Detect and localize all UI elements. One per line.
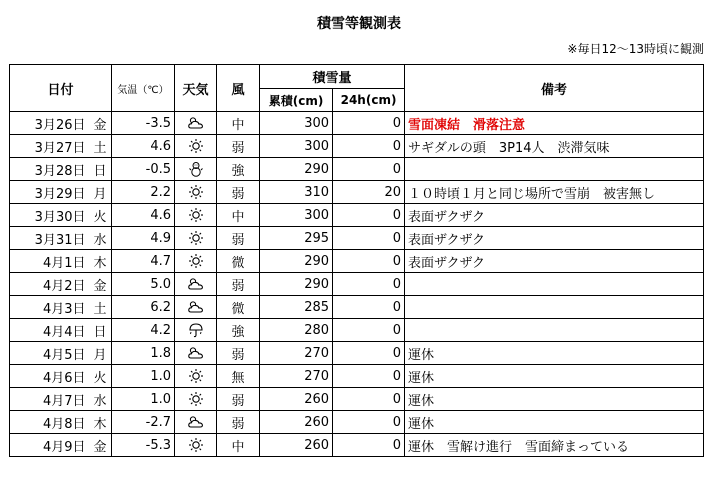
weekday-cell: 土: [88, 135, 112, 158]
date-cell: 4月8日: [10, 411, 88, 434]
table-row: [10, 250, 704, 273]
wind-cell: 中: [217, 112, 260, 135]
snow-24h-cell: 0: [333, 158, 405, 181]
temperature-cell: 4.9: [112, 227, 175, 250]
weekday-cell: 日: [88, 158, 112, 181]
remark-cell: １０時頃１月と同じ場所で雪崩 被害無し: [405, 181, 704, 204]
table-row: [10, 158, 704, 181]
remark-cell: 表面ザクザク: [405, 250, 704, 273]
date-cell: 3月26日: [10, 112, 88, 135]
weather-cell: [175, 273, 217, 296]
temperature-cell: 5.0: [112, 273, 175, 296]
remark-cell: [405, 319, 704, 342]
page-title: 積雪等観測表: [317, 16, 401, 32]
date-cell: 4月3日: [10, 296, 88, 319]
wind-cell: 強: [217, 319, 260, 342]
snow-total-cell: 300: [260, 204, 333, 227]
wind-cell: 無: [217, 365, 260, 388]
weekday-cell: 金: [88, 434, 112, 457]
weather-cell: [175, 135, 217, 158]
weather-cell: [175, 411, 217, 434]
wind-cell: 弱: [217, 411, 260, 434]
table-row: [10, 112, 704, 135]
weather-cell: [175, 227, 217, 250]
observation-note: ※毎日12～13時頃に観測: [567, 42, 704, 56]
snow-24h-cell: 0: [333, 434, 405, 457]
weather-cell: [175, 342, 217, 365]
header-snow: 積雪量: [260, 65, 405, 89]
table-body: [10, 112, 704, 457]
weather-cell: [175, 434, 217, 457]
snow-total-cell: 270: [260, 342, 333, 365]
header-wind: 風: [217, 65, 260, 112]
snow-24h-cell: 0: [333, 296, 405, 319]
wind-cell: 弱: [217, 135, 260, 158]
snow-total-cell: 290: [260, 158, 333, 181]
weekday-cell: 金: [88, 273, 112, 296]
weekday-cell: 土: [88, 296, 112, 319]
date-cell: 4月7日: [10, 388, 88, 411]
weather-cell: [175, 204, 217, 227]
cloudy-icon: [187, 299, 205, 315]
snow-total-cell: 290: [260, 250, 333, 273]
weather-cell: [175, 158, 217, 181]
date-cell: 3月30日: [10, 204, 88, 227]
remark-cell: [405, 273, 704, 296]
temperature-cell: -2.7: [112, 411, 175, 434]
date-cell: 4月5日: [10, 342, 88, 365]
sun-icon: [187, 184, 205, 200]
weekday-cell: 木: [88, 250, 112, 273]
snow-observation-table: [9, 64, 704, 457]
temperature-cell: 4.6: [112, 204, 175, 227]
wind-cell: 弱: [217, 342, 260, 365]
temperature-cell: 1.0: [112, 365, 175, 388]
remark-cell: 運休: [405, 342, 704, 365]
snow-24h-cell: 0: [333, 204, 405, 227]
wind-cell: 強: [217, 158, 260, 181]
weekday-cell: 金: [88, 112, 112, 135]
snow-24h-cell: 0: [333, 342, 405, 365]
header-snow-24h: 24h(cm): [333, 89, 405, 112]
temperature-cell: 4.7: [112, 250, 175, 273]
weather-cell: [175, 319, 217, 342]
temperature-cell: -5.3: [112, 434, 175, 457]
wind-cell: 中: [217, 204, 260, 227]
wind-cell: 弱: [217, 388, 260, 411]
snow-total-cell: 300: [260, 135, 333, 158]
table-row: [10, 342, 704, 365]
snow-24h-cell: 0: [333, 365, 405, 388]
snow-24h-cell: 0: [333, 411, 405, 434]
table-row: [10, 388, 704, 411]
sun-icon: [187, 230, 205, 246]
weather-cell: [175, 365, 217, 388]
date-cell: 3月29日: [10, 181, 88, 204]
weekday-cell: 木: [88, 411, 112, 434]
remark-cell: 運休: [405, 365, 704, 388]
snow-24h-cell: 0: [333, 227, 405, 250]
header-date: 日付: [10, 65, 112, 112]
snow-24h-cell: 0: [333, 388, 405, 411]
snow-24h-cell: 0: [333, 319, 405, 342]
snow-total-cell: 260: [260, 388, 333, 411]
snow-total-cell: 270: [260, 365, 333, 388]
table-row: [10, 434, 704, 457]
sun-icon: [187, 437, 205, 453]
date-cell: 4月2日: [10, 273, 88, 296]
snow-total-cell: 260: [260, 434, 333, 457]
date-cell: 4月9日: [10, 434, 88, 457]
cloudy-icon: [187, 345, 205, 361]
table-row: [10, 135, 704, 158]
temperature-cell: 4.2: [112, 319, 175, 342]
weather-cell: [175, 250, 217, 273]
sun-icon: [187, 207, 205, 223]
table-row: [10, 319, 704, 342]
temperature-cell: 1.8: [112, 342, 175, 365]
temperature-cell: 1.0: [112, 388, 175, 411]
weekday-cell: 水: [88, 388, 112, 411]
header-weather: 天気: [175, 65, 217, 112]
temperature-cell: 4.6: [112, 135, 175, 158]
date-cell: 3月28日: [10, 158, 88, 181]
remark-cell: 表面ザクザク: [405, 204, 704, 227]
snow-total-cell: 290: [260, 273, 333, 296]
header-temp: 気温（℃）: [112, 65, 175, 112]
snow-24h-cell: 0: [333, 135, 405, 158]
weekday-cell: 月: [88, 342, 112, 365]
snow-24h-cell: 0: [333, 112, 405, 135]
remark-cell: 運休: [405, 411, 704, 434]
date-cell: 4月6日: [10, 365, 88, 388]
snow-total-cell: 260: [260, 411, 333, 434]
remark-cell: 雪面凍結 滑落注意: [405, 112, 704, 135]
weekday-cell: 水: [88, 227, 112, 250]
temperature-cell: -0.5: [112, 158, 175, 181]
date-cell: 3月27日: [10, 135, 88, 158]
snow-24h-cell: 20: [333, 181, 405, 204]
date-cell: 3月31日: [10, 227, 88, 250]
weather-cell: [175, 181, 217, 204]
table-row: [10, 296, 704, 319]
remark-cell: [405, 158, 704, 181]
table-row: [10, 411, 704, 434]
weather-cell: [175, 388, 217, 411]
cloudy-icon: [187, 414, 205, 430]
cloudy-icon: [187, 115, 205, 131]
rain-icon: [187, 322, 205, 338]
cloudy-icon: [187, 276, 205, 292]
header-snow-total: 累積(cm): [260, 89, 333, 112]
snow-24h-cell: 0: [333, 273, 405, 296]
weather-cell: [175, 112, 217, 135]
weekday-cell: 日: [88, 319, 112, 342]
header-remarks: 備考: [405, 65, 704, 112]
weekday-cell: 火: [88, 365, 112, 388]
snow-total-cell: 280: [260, 319, 333, 342]
temperature-cell: 6.2: [112, 296, 175, 319]
wind-cell: 弱: [217, 181, 260, 204]
wind-cell: 弱: [217, 273, 260, 296]
remark-cell: [405, 296, 704, 319]
temperature-cell: -3.5: [112, 112, 175, 135]
weekday-cell: 月: [88, 181, 112, 204]
table-row: [10, 227, 704, 250]
snow-icon: [187, 161, 205, 177]
sun-icon: [187, 368, 205, 384]
table-row: [10, 181, 704, 204]
remark-cell: 表面ザクザク: [405, 227, 704, 250]
wind-cell: 中: [217, 434, 260, 457]
snow-total-cell: 285: [260, 296, 333, 319]
temperature-cell: 2.2: [112, 181, 175, 204]
table-row: [10, 204, 704, 227]
wind-cell: 微: [217, 296, 260, 319]
snow-total-cell: 300: [260, 112, 333, 135]
wind-cell: 微: [217, 250, 260, 273]
date-cell: 4月4日: [10, 319, 88, 342]
table-row: [10, 273, 704, 296]
weather-cell: [175, 296, 217, 319]
snow-24h-cell: 0: [333, 250, 405, 273]
table-row: [10, 365, 704, 388]
sun-icon: [187, 391, 205, 407]
sun-icon: [187, 138, 205, 154]
sun-icon: [187, 253, 205, 269]
snow-total-cell: 310: [260, 181, 333, 204]
remark-cell: 運休: [405, 388, 704, 411]
remark-cell: サギダルの頭 3P14人 渋滞気味: [405, 135, 704, 158]
snow-total-cell: 295: [260, 227, 333, 250]
remark-cell: 運休 雪解け進行 雪面締まっている: [405, 434, 704, 457]
weekday-cell: 火: [88, 204, 112, 227]
wind-cell: 弱: [217, 227, 260, 250]
date-cell: 4月1日: [10, 250, 88, 273]
